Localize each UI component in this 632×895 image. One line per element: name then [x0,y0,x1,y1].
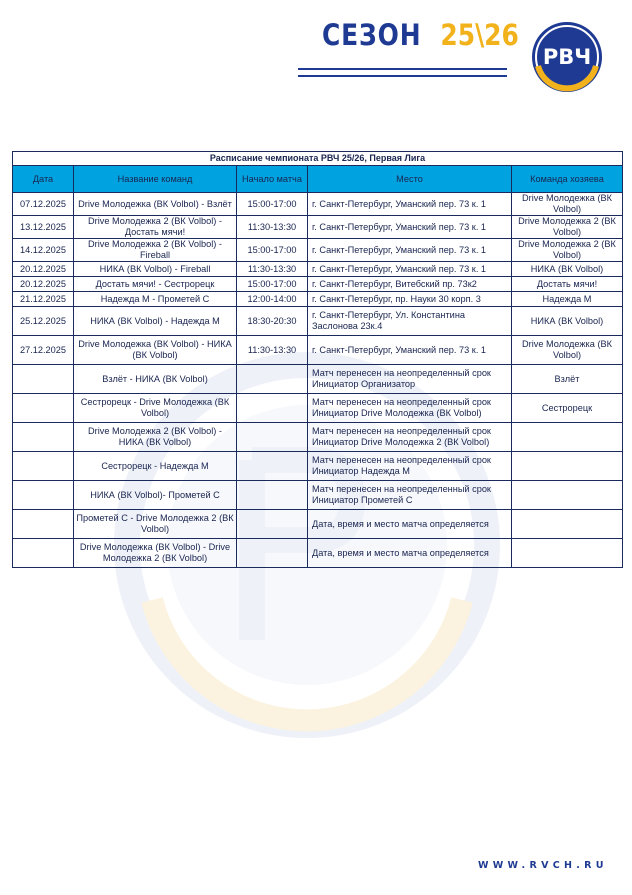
cell-host: Drive Молодежка 2 (ВК Volbol) [512,239,623,262]
cell-place: Дата, время и место матча определяется [308,539,512,568]
cell-host [512,481,623,510]
cell-teams: Drive Молодежка 2 (ВК Volbol) - Достать мячи! [74,216,237,239]
cell-date [13,423,74,452]
cell-place: г. Санкт-Петербург, Уманский пер. 73 к. 1 [308,216,512,239]
cell-date [13,365,74,394]
cell-date: 07.12.2025 [13,193,74,216]
cell-date: 21.12.2025 [13,292,74,307]
rvch-logo [530,20,604,94]
cell-place: г. Санкт-Петербург, Уманский пер. 73 к. 1 [308,193,512,216]
table-row [13,216,623,239]
cell-host: НИКА (ВК Volbol) [512,307,623,336]
cell-place: г. Санкт-Петербург, Витебский пр. 73к2 [308,277,512,292]
cell-time [237,394,308,423]
cell-time: 11:30-13:30 [237,216,308,239]
logo-text: РВЧ [542,45,592,69]
table-row [13,423,623,452]
cell-teams: Drive Молодежка 2 (ВК Volbol) - НИКА (ВК Volbol) [74,423,237,452]
cell-teams: Drive Молодежка (ВК Volbol) - НИКА (ВК Volbol) [74,336,237,365]
cell-teams: НИКА (ВК Volbol) - Надежда М [74,307,237,336]
table-row [13,239,623,262]
table-row [13,307,623,336]
cell-place: г. Санкт-Петербург, пр. Науки 30 корп. 3 [308,292,512,307]
cell-time: 15:00-17:00 [237,277,308,292]
table-row [13,539,623,568]
cell-host: Взлёт [512,365,623,394]
column-header-start-time: Начало матча [237,166,308,193]
cell-date: 27.12.2025 [13,336,74,365]
cell-time [237,423,308,452]
table-row [13,452,623,481]
cell-teams: Прометей С - Drive Молодежка 2 (ВК Volbol) [74,510,237,539]
cell-place: г. Санкт-Петербург, Уманский пер. 73 к. 1 [308,239,512,262]
cell-place: Матч перенесен на неопределенный срок Инициатор Организатор [308,365,512,394]
cell-date: 20.12.2025 [13,262,74,277]
table-row [13,292,623,307]
cell-place: г. Санкт-Петербург, Уманский пер. 73 к. 1 [308,262,512,277]
cell-teams: Достать мячи! - Сестрорецк [74,277,237,292]
cell-host: Надежда М [512,292,623,307]
cell-teams: Надежда М - Прометей С [74,292,237,307]
cell-host: Достать мячи! [512,277,623,292]
column-header-place: Место [308,166,512,193]
website-link[interactable]: WWW.RVCH.RU [478,860,608,871]
cell-date: 13.12.2025 [13,216,74,239]
cell-teams: Сестрорецк - Надежда М [74,452,237,481]
schedule-table [12,151,623,568]
cell-time: 18:30-20:30 [237,307,308,336]
cell-place: г. Санкт-Петербург, Ул. Константина Заслонова 23к.4 [308,307,512,336]
cell-date [13,481,74,510]
cell-time [237,510,308,539]
cell-host: НИКА (ВК Volbol) [512,262,623,277]
cell-time [237,539,308,568]
cell-time [237,452,308,481]
column-header-date: Дата [13,166,74,193]
cell-date [13,539,74,568]
cell-teams: Drive Молодежка (ВК Volbol) - Drive Молодежка 2 (ВК Volbol) [74,539,237,568]
cell-time: 15:00-17:00 [237,239,308,262]
cell-host [512,423,623,452]
season-word: СЕЗОН [322,18,422,52]
cell-host [512,452,623,481]
cell-time [237,481,308,510]
cell-host [512,510,623,539]
cell-date: 20.12.2025 [13,277,74,292]
cell-place: г. Санкт-Петербург, Уманский пер. 73 к. 1 [308,336,512,365]
season-year: 25\26 [440,18,519,52]
cell-host: Сестрорецк [512,394,623,423]
cell-time [237,365,308,394]
table-row [13,394,623,423]
cell-place: Матч перенесен на неопределенный срок Инициатор Drive Молодежка 2 (ВК Volbol) [308,423,512,452]
cell-teams: НИКА (ВК Volbol)- Прометей С [74,481,237,510]
cell-date: 14.12.2025 [13,239,74,262]
cell-teams: Drive Молодежка (ВК Volbol) - Взлёт [74,193,237,216]
cell-time: 11:30-13:30 [237,336,308,365]
header-divider [298,75,507,77]
cell-host: Drive Молодежка (ВК Volbol) [512,193,623,216]
cell-teams: НИКА (ВК Volbol) - Fireball [74,262,237,277]
cell-host [512,539,623,568]
cell-teams: Drive Молодежка 2 (ВК Volbol) - Fireball [74,239,237,262]
cell-place: Матч перенесен на неопределенный срок Инициатор Надежда М [308,452,512,481]
cell-teams: Взлёт - НИКА (ВК Volbol) [74,365,237,394]
cell-place: Матч перенесен на неопределенный срок Инициатор Drive Молодежка (ВК Volbol) [308,394,512,423]
header-divider [298,68,507,70]
cell-date: 25.12.2025 [13,307,74,336]
table-row [13,193,623,216]
table-row [13,262,623,277]
table-row [13,481,623,510]
season-title [322,18,519,52]
cell-teams: Сестрорецк - Drive Молодежка (ВК Volbol) [74,394,237,423]
cell-host: Drive Молодежка (ВК Volbol) [512,336,623,365]
cell-date [13,394,74,423]
cell-place: Матч перенесен на неопределенный срок Инициатор Прометей С [308,481,512,510]
column-header-host: Команда хозяева [512,166,623,193]
cell-time: 15:00-17:00 [237,193,308,216]
column-header-teams: Название команд [74,166,237,193]
table-row [13,510,623,539]
cell-date [13,452,74,481]
table-row [13,336,623,365]
cell-date [13,510,74,539]
table-row [13,277,623,292]
table-row [13,365,623,394]
cell-time: 12:00-14:00 [237,292,308,307]
table-title: Расписание чемпионата РВЧ 25/26, Первая Лига [13,152,623,166]
cell-host: Drive Молодежка 2 (ВК Volbol) [512,216,623,239]
cell-time: 11:30-13:30 [237,262,308,277]
cell-place: Дата, время и место матча определяется [308,510,512,539]
